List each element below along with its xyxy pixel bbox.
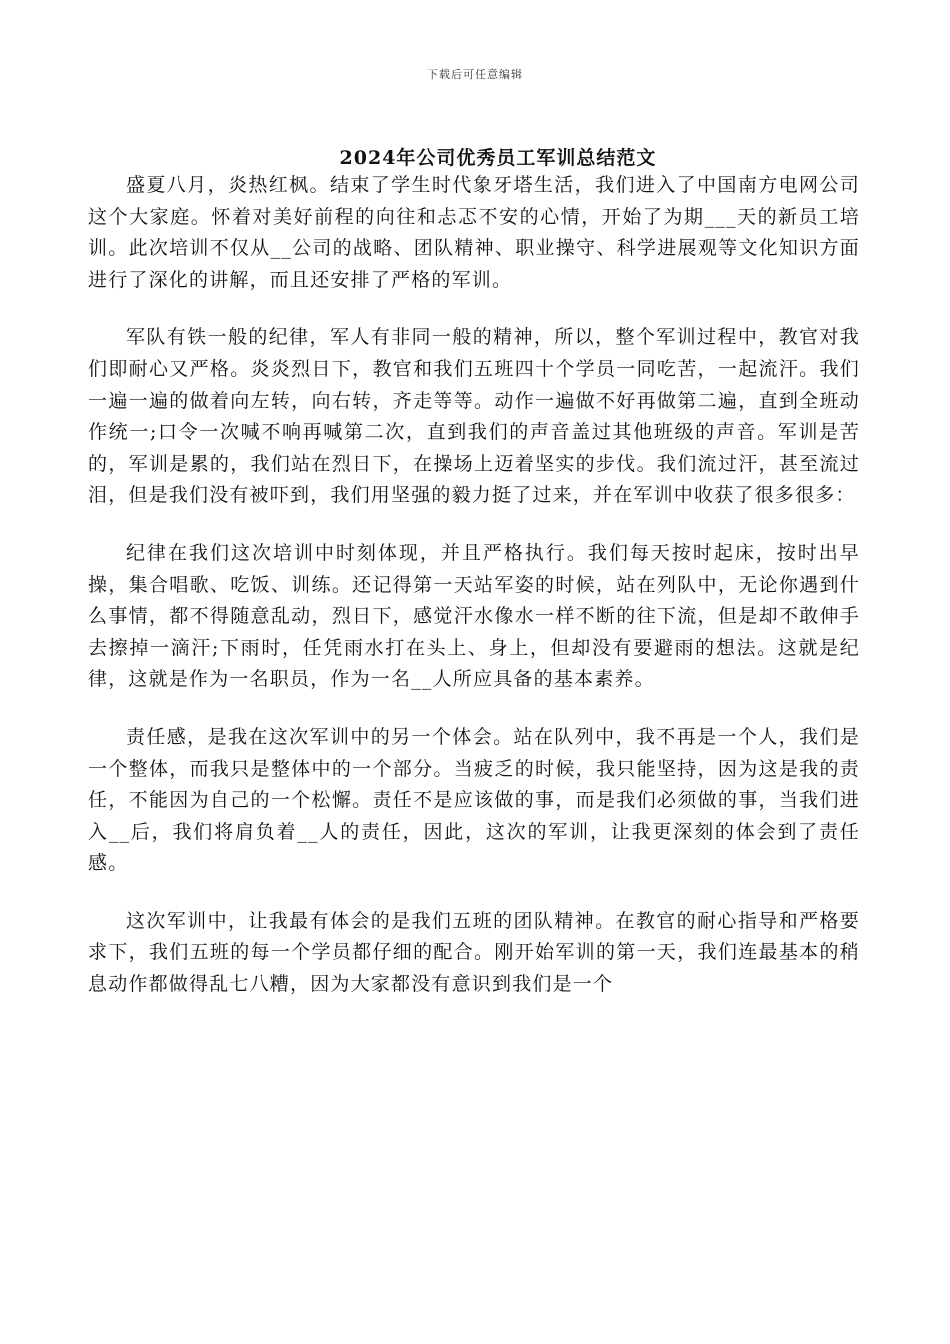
paragraph-discipline-military: 军队有铁一般的纪律，军人有非同一般的精神，所以，整个军训过程中，教官对我们即耐心又严格。炎炎烈日下，教官和我们五班四十个学员一同吃苦，一起流汗。我们一遍一遍的做着向左转，向右转，齐走等等。动作一遍做不好再做第二遍，直到全班动作统一;口令一次喊不响再喊第二次，直到我们的声音盖过其他班级的声音。军训是苦的，军训是累的，我们站在烈日下，在操场上迈着坚实的步伐。我们流过汗，甚至流过泪，但是我们没有被吓到，我们用坚强的毅力挺了过来，并在军训中收获了很多很多：	[88, 326, 860, 507]
paragraph-intro: 盛夏八月，炎热红枫。结束了学生时代象牙塔生活，我们进入了中国南方电网公司这个大家庭。怀着对美好前程的向往和忐忑不安的心情，开始了为期___天的新员工培训。此次培训不仅从__公司的战略、团队精神、职业操守、科学进展观等文化知识方面进行了深化的讲解，而且还安排了严格的军训。	[88, 174, 860, 291]
paragraph-discipline: 纪律在我们这次培训中时刻体现，并且严格执行。我们每天按时起床，按时出早操，集合唱歌、吃饭、训练。还记得第一天站军姿的时候，站在列队中，无论你遇到什么事情，都不得随意乱动，烈日下，感觉汗水像水一样不断的往下流，但是却不敢伸手去擦掉一滴汗;下雨时，任凭雨水打在头上、身上，但却没有要避雨的想法。这就是纪律，这就是作为一名职员，作为一名__人所应具备的基本素养。	[88, 541, 860, 691]
download-note: 下载后可任意编辑	[427, 68, 523, 81]
paragraph-responsibility: 责任感，是我在这次军训中的另一个体会。站在队列中，我不再是一个人，我们是一个整体，而我只是整体中的一个部分。当疲乏的时候，我只能坚持，因为这是我的责任，不能因为自己的一个松懈。责任不是应该做的事，而是我们必须做的事，当我们进入__后，我们将肩负着__人的责任，因此，这次的军训，让我更深刻的体会到了责任感。	[88, 725, 860, 875]
document-title: 2024年公司优秀员工军训总结范文	[339, 147, 657, 169]
paragraph-team-spirit: 这次军训中，让我最有体会的是我们五班的团队精神。在教官的耐心指导和严格要求下，我们五班的每一个学员都仔细的配合。刚开始军训的第一天，我们连最基本的稍息动作都做得乱七八糟，因为大家都没有意识到我们是一个	[88, 909, 860, 996]
document-body	[88, 170, 860, 1027]
